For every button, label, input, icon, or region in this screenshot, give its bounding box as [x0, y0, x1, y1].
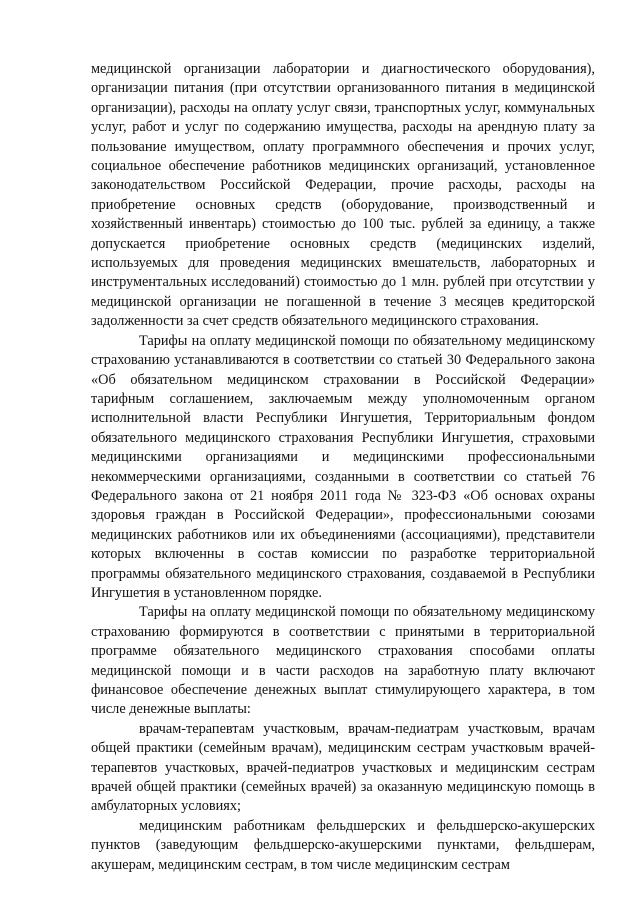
document-page: [91, 60, 595, 875]
document-paragraph: Тарифы на оплату медицинской помощи по обязательному медицинскому страхованию устанавливаются в соответствии со статьей 30 Федерального закона «Об обязательном медицинском страховании в Российской Федерации» тарифным соглашением, заключаемым между уполномоченным органом исполнительной власти Республики Ингушетия, Территориальным фондом обязательного медицинского страхования Республики Ингушетия, страховыми медицинскими организациями и медицинскими профессиональными некоммерческими организациями, созданными в соответствии со статьей 76 Федерального закона от 21 ноября 2011 года № 323-ФЗ «Об основах охраны здоровья граждан в Российской Федерации», профессиональными союзами медицинских работников или их объединениями (ассоциациями), представители которых включенны в состав комиссии по разработке территориальной программы обязательного медицинского страхования, создаваемой в Республики Ингушетия в установленном порядке.: [91, 332, 595, 601]
document-paragraph: медицинской организации лаборатории и диагностического оборудования), организации питания (при отсутствии организованного питания в медицинской организации), расходы на оплату услуг связи, транспортных услуг, коммунальных услуг, работ и услуг по содержанию имущества, расходы на арендную плату за пользование имуществом, оплату программного обеспечения и прочих услуг, социальное обеспечение работников медицинских организаций, установленное законодательством Российской Федерации, прочие расходы, расходы на приобретение основных средств (оборудование, производственный и хозяйственный инвентарь) стоимостью до 100 тыс. рублей за единицу, а также допускается приобретение основных средств (медицинских изделий, используемых для проведения медицинских вмешательств, лабораторных и инструментальных исследований) стоимостью до 1 млн. рублей при отсутствии у медицинской организации не погашенной в течение 3 месяцев кредиторской задолженности за счет средств обязательного медицинского страхования.: [91, 61, 595, 330]
document-paragraph: врачам-терапевтам участковым, врачам-педиатрам участковым, врачам общей практики (семейным врачам), медицинским сестрам участковым врачей-терапевтов участковых, врачей-педиатров участковых и медицинским сестрам врачей общей практики (семейных врачей) за оказанную медицинскую помощь в амбулаторных условиях;: [91, 720, 595, 815]
document-paragraph: медицинским работникам фельдшерских и фельдшерско-акушерских пунктов (заведующим фельдшерско-акушерскими пунктами, фельдшерам, акушерам, медицинским сестрам, в том числе медицинским сестрам: [91, 817, 595, 873]
document-paragraph: Тарифы на оплату медицинской помощи по обязательному медицинскому страхованию формируются в соответствии с принятыми в территориальной программе обязательного медицинского страхования способами оплаты медицинской помощи и в части расходов на заработную плату включают финансовое обеспечение денежных выплат стимулирующего характера, в том числе денежные выплаты:: [91, 604, 595, 718]
